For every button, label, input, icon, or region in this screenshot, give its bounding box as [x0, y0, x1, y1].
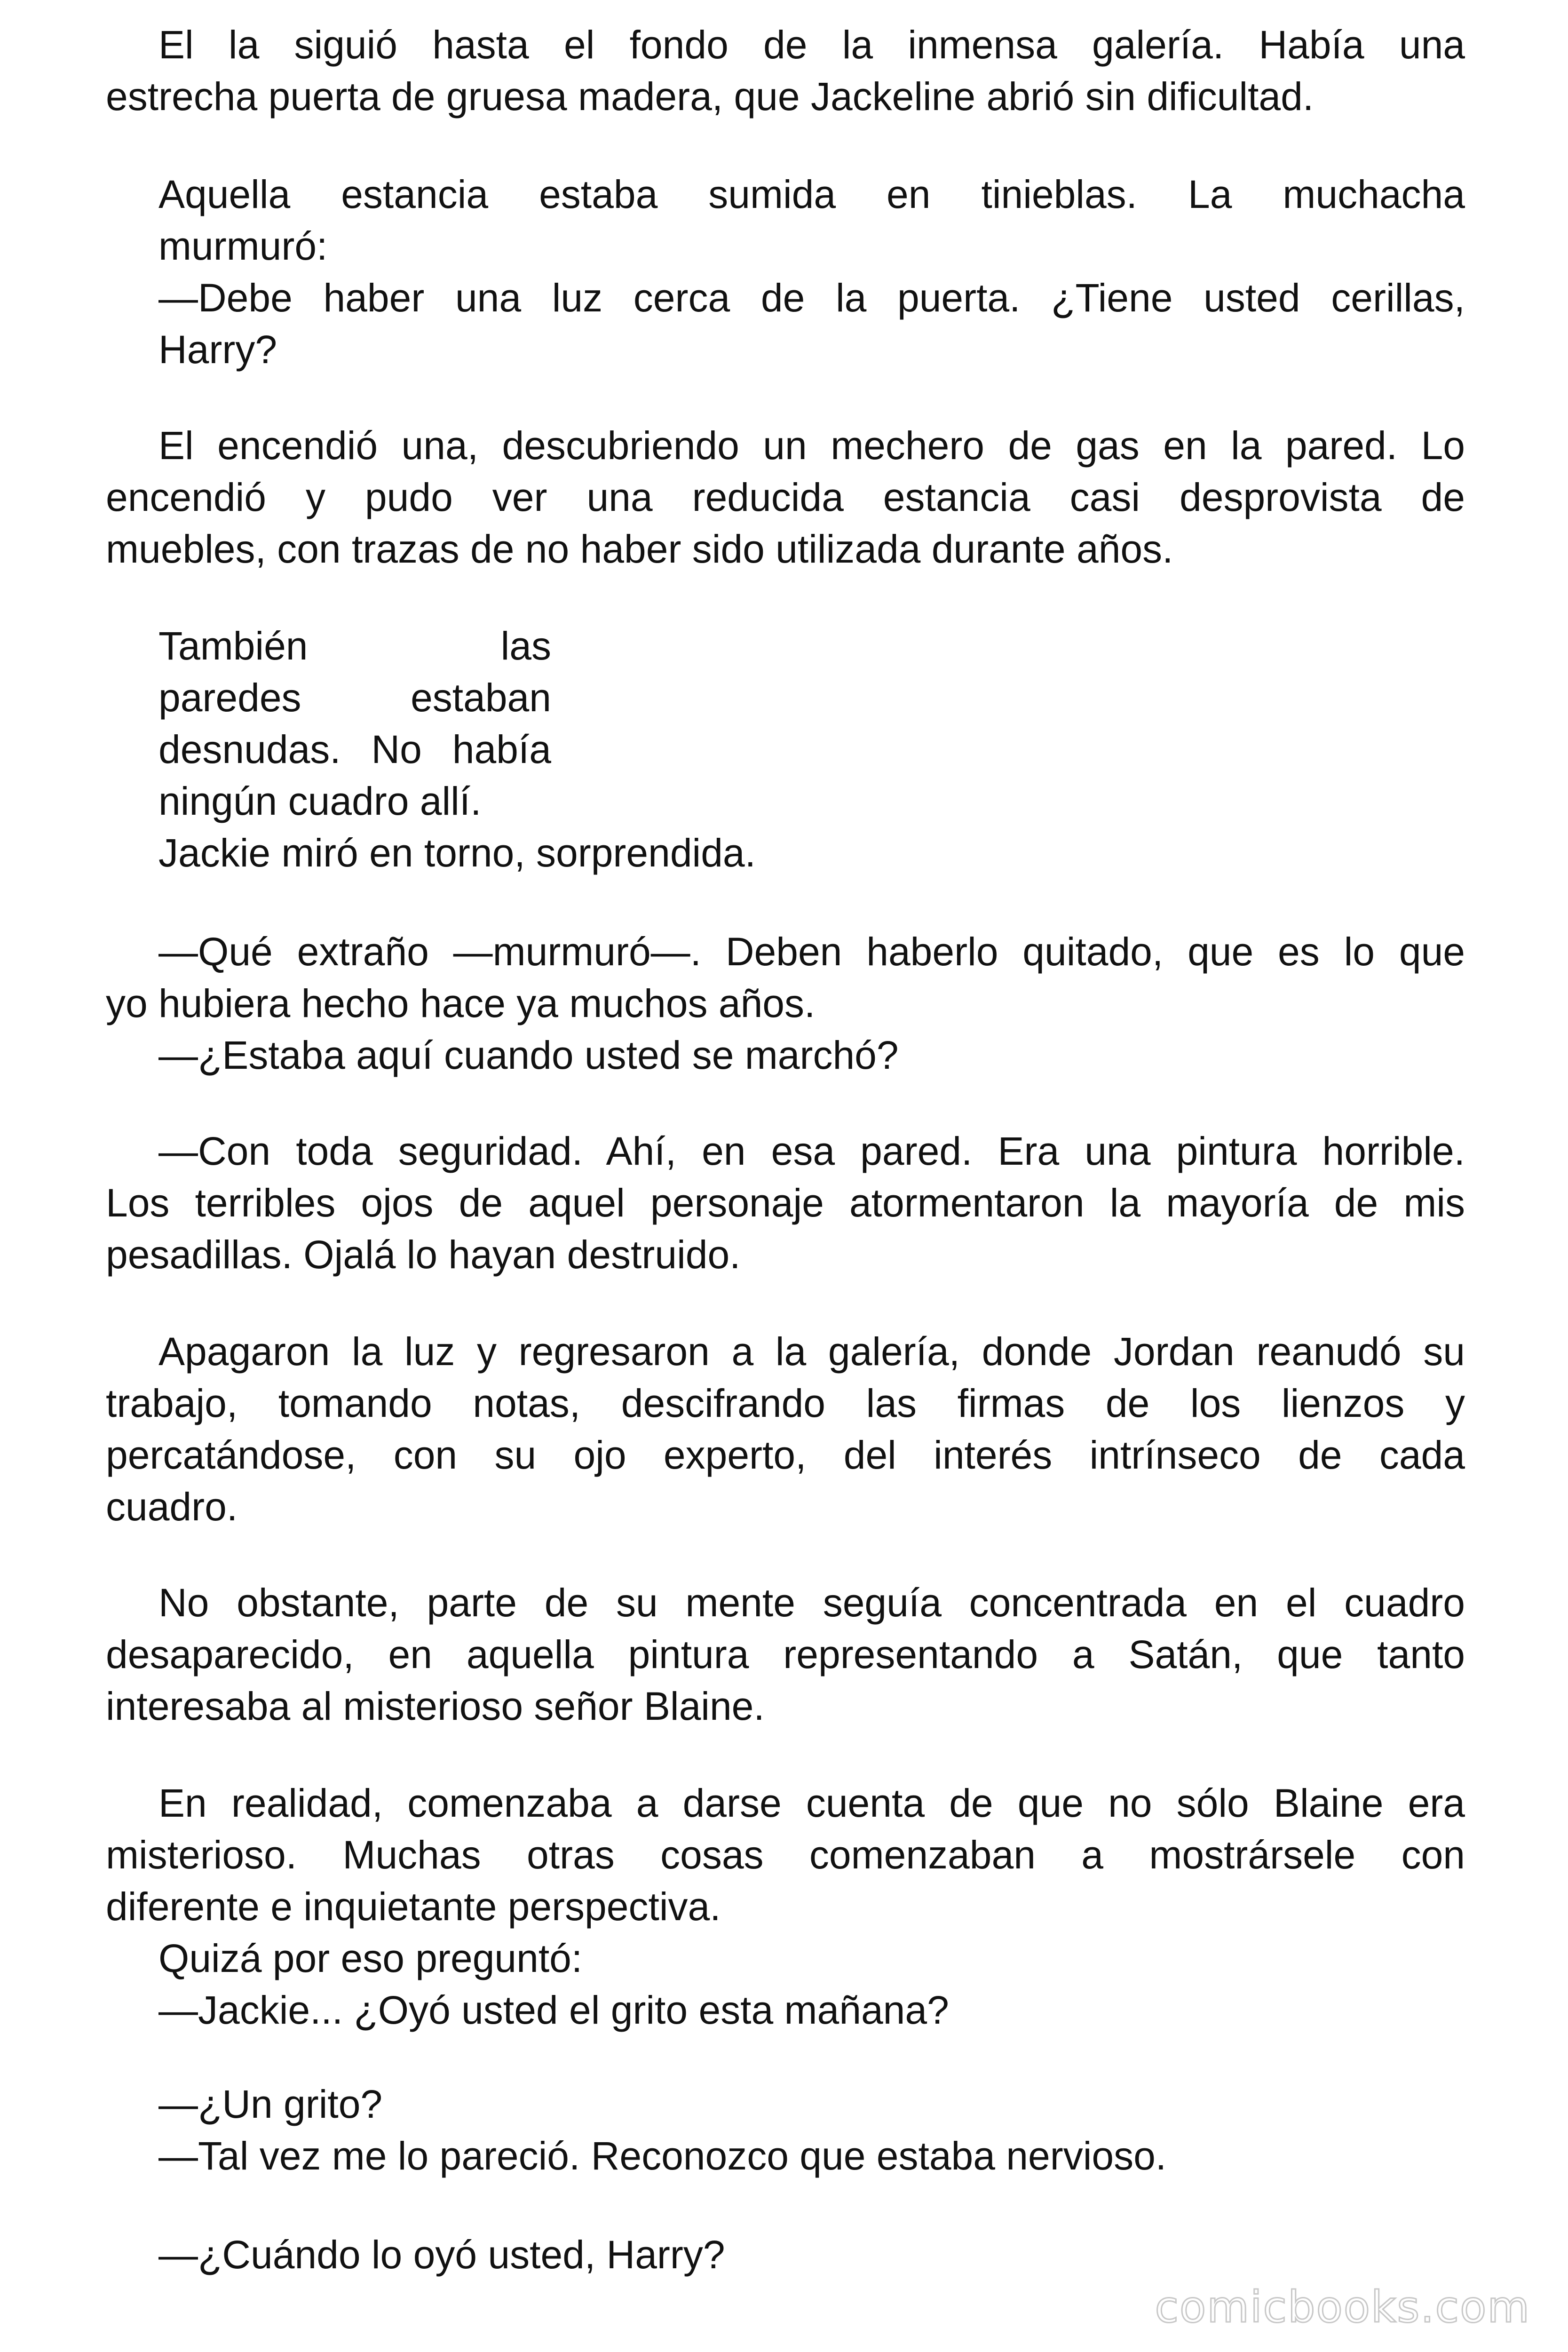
text-line: pesadillas. Ojalá lo hayan destruido. [106, 1232, 741, 1277]
paragraph-5 [158, 620, 551, 827]
text-line: Apagaron la luz y regresaron a la galería, donde Jordan reanudó su [158, 1329, 1465, 1374]
text-line: percatándose, con su ojo experto, del interés intrínseco de cada [106, 1433, 1465, 1477]
text-line: —¿Un grito? [158, 2082, 383, 2126]
text-line: encendió y pudo ver una reducida estancia casi desprovista de [106, 475, 1465, 519]
text-line: —Tal vez me lo pareció. Reconozco que estaba nervioso. [158, 2134, 1167, 2178]
paragraph-15 [106, 2078, 1465, 2182]
paragraph-6 [106, 827, 1465, 879]
text-line: —Jackie... ¿Oyó usted el grito esta mañana? [158, 1988, 949, 2032]
text-line: Jackie miró en torno, sorprendida. [158, 831, 756, 875]
text-line: El encendió una, descubriendo un mechero de gas en la pared. Lo [158, 423, 1465, 468]
book-page [106, 0, 1465, 2352]
paragraph-7 [106, 926, 1465, 1081]
text-line: trabajo, tomando notas, descifrando las firmas de los lienzos y [106, 1381, 1465, 1425]
text-line: diferente e inquietante perspectiva. [106, 1884, 721, 1929]
text-line: También las [158, 624, 551, 668]
text-line: Los terribles ojos de aquel personaje atormentaron la mayoría de mis [106, 1181, 1465, 1225]
text-line: muebles, con trazas de no haber sido utilizada durante años. [106, 527, 1173, 571]
text-line: Quizá por eso preguntó: [158, 1936, 583, 1980]
text-line: cuadro. [106, 1485, 238, 1529]
paragraph-11 [106, 1577, 1465, 1732]
text-line: murmuró: [158, 224, 328, 268]
paragraph-1 [106, 19, 1465, 122]
text-line: —Debe haber una luz cerca de la puerta. ¿Tiene usted cerillas, [158, 276, 1465, 320]
text-line: desaparecido, en aquella pintura representando a Satán, que tanto [106, 1632, 1465, 1677]
watermark-logo: comicbooks.com [1155, 2282, 1530, 2332]
paragraph-4 [106, 420, 1465, 575]
text-line: El la siguió hasta el fondo de la inmensa galería. Había una [158, 23, 1465, 67]
paragraph-12 [106, 1777, 1465, 2036]
text-line: En realidad, comenzaba a darse cuenta de que no sólo Blaine era [158, 1781, 1465, 1825]
text-line: desnudas. No había [158, 727, 551, 771]
text-line: —¿Cuándo lo oyó usted, Harry? [158, 2233, 725, 2277]
text-line: estrecha puerta de gruesa madera, que Jackeline abrió sin dificultad. [106, 74, 1314, 119]
text-line: paredes estaban [158, 675, 551, 720]
text-line: —¿Estaba aquí cuando usted se marchó? [158, 1033, 899, 1077]
text-line: yo hubiera hecho hace ya muchos años. [106, 981, 816, 1025]
paragraph-2 [106, 168, 1465, 375]
text-line: Aquella estancia estaba sumida en tinieblas. La muchacha [158, 172, 1465, 216]
paragraph-17 [106, 2229, 1465, 2280]
text-line: Harry? [158, 327, 277, 372]
text-line: —Con toda seguridad. Ahí, en esa pared. Era una pintura horrible. [158, 1129, 1465, 1173]
text-line: ningún cuadro allí. [158, 779, 482, 823]
paragraph-9 [106, 1125, 1465, 1280]
text-line: —Qué extraño —murmuró—. Deben haberlo quitado, que es lo que [158, 930, 1465, 974]
paragraph-10 [106, 1326, 1465, 1533]
text-line: No obstante, parte de su mente seguía concentrada en el cuadro [158, 1581, 1465, 1625]
text-line: interesaba al misterioso señor Blaine. [106, 1684, 765, 1728]
text-line: misterioso. Muchas otras cosas comenzaban a mostrársele con [106, 1833, 1465, 1877]
